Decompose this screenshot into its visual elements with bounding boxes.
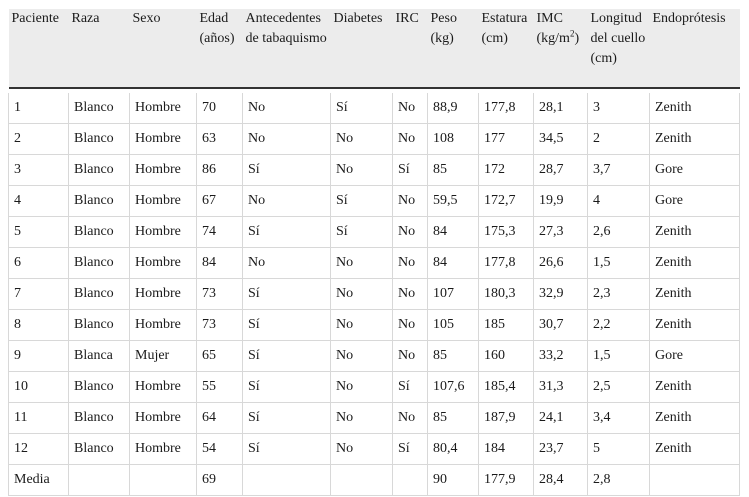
table-row — [9, 217, 740, 248]
table-cell: 9 — [9, 341, 69, 372]
table-cell: 65 — [197, 341, 243, 372]
table-cell: 24,1 — [534, 403, 588, 434]
table-body — [9, 88, 740, 496]
table-cell: Zenith — [650, 248, 740, 279]
table-cell: No — [331, 434, 393, 465]
table-cell: No — [393, 341, 428, 372]
table-cell: 70 — [197, 93, 243, 124]
table-cell: Zenith — [650, 217, 740, 248]
header-imc — [534, 9, 588, 88]
table-cell: 4 — [588, 186, 650, 217]
table-cell: 84 — [428, 248, 479, 279]
table-cell: 30,7 — [534, 310, 588, 341]
table-cell: 105 — [428, 310, 479, 341]
table-cell: Sí — [393, 155, 428, 186]
table-cell: 5 — [588, 434, 650, 465]
table-cell: No — [331, 403, 393, 434]
table-cell: Blanco — [69, 434, 130, 465]
table-cell: 107 — [428, 279, 479, 310]
table-cell: 175,3 — [479, 217, 534, 248]
table-row — [9, 93, 740, 124]
table-cell: Sí — [331, 93, 393, 124]
table-cell: Sí — [331, 217, 393, 248]
table-cell: Sí — [331, 186, 393, 217]
table-cell: Media — [9, 465, 69, 496]
header-sexo: Sexo — [130, 9, 197, 88]
table-cell: Hombre — [130, 279, 197, 310]
header-row — [9, 9, 740, 88]
table-cell: 8 — [9, 310, 69, 341]
table-cell: 69 — [197, 465, 243, 496]
table-cell: 55 — [197, 372, 243, 403]
table-row — [9, 279, 740, 310]
table-row — [9, 434, 740, 465]
table-cell: 1,5 — [588, 341, 650, 372]
table-cell: No — [393, 248, 428, 279]
table-cell: No — [331, 279, 393, 310]
header-endoprotesis: Endoprótesis — [650, 9, 740, 88]
header-imc-close: ) — [574, 31, 580, 46]
table-row — [9, 310, 740, 341]
table-cell: 10 — [9, 372, 69, 403]
table-cell: 177,8 — [479, 248, 534, 279]
table-cell: 2,5 — [588, 372, 650, 403]
table-header — [9, 9, 740, 88]
table-cell: 85 — [428, 403, 479, 434]
table-cell: No — [393, 186, 428, 217]
table-cell — [130, 465, 197, 496]
table-cell: 185,4 — [479, 372, 534, 403]
table-cell: 28,4 — [534, 465, 588, 496]
table-cell: 11 — [9, 403, 69, 434]
table-cell: 1 — [9, 93, 69, 124]
table-cell — [393, 465, 428, 496]
table-cell — [243, 465, 331, 496]
table-cell: 84 — [428, 217, 479, 248]
table-cell: 187,9 — [479, 403, 534, 434]
table-cell: Hombre — [130, 217, 197, 248]
table-cell: 177 — [479, 124, 534, 155]
table-cell: No — [243, 93, 331, 124]
table-cell: 63 — [197, 124, 243, 155]
table-cell: Gore — [650, 341, 740, 372]
table-cell: 3 — [588, 93, 650, 124]
header-raza: Raza — [69, 9, 130, 88]
table-cell: Sí — [243, 310, 331, 341]
table-cell: 2,8 — [588, 465, 650, 496]
table-cell: Zenith — [650, 403, 740, 434]
table-cell — [650, 465, 740, 496]
table-cell: Sí — [243, 155, 331, 186]
table-cell: Zenith — [650, 93, 740, 124]
table-cell: 34,5 — [534, 124, 588, 155]
table-cell: Hombre — [130, 403, 197, 434]
table-cell: Zenith — [650, 124, 740, 155]
table-cell: Mujer — [130, 341, 197, 372]
table-cell: 28,1 — [534, 93, 588, 124]
table-cell: 90 — [428, 465, 479, 496]
table-cell: 177,8 — [479, 93, 534, 124]
table-cell: Hombre — [130, 93, 197, 124]
table-cell: Sí — [393, 372, 428, 403]
table-cell: Zenith — [650, 310, 740, 341]
table-cell: 185 — [479, 310, 534, 341]
table-cell: 2,6 — [588, 217, 650, 248]
table-cell: 23,7 — [534, 434, 588, 465]
header-longitud-cuello: Longitud del cuello (cm) — [588, 9, 650, 88]
table-cell: Blanco — [69, 155, 130, 186]
table-cell: 177,9 — [479, 465, 534, 496]
table-cell: Blanca — [69, 341, 130, 372]
table-cell: 27,3 — [534, 217, 588, 248]
table-cell: 33,2 — [534, 341, 588, 372]
table-cell: No — [331, 310, 393, 341]
table-cell: 2 — [9, 124, 69, 155]
table-row — [9, 341, 740, 372]
header-imc-superscript: 2 — [569, 28, 575, 39]
table-cell: Sí — [243, 341, 331, 372]
table-cell: Sí — [243, 279, 331, 310]
table-cell: Hombre — [130, 372, 197, 403]
table-cell: Blanco — [69, 93, 130, 124]
table-cell: Hombre — [130, 248, 197, 279]
table-cell: No — [243, 248, 331, 279]
patient-table — [8, 9, 740, 496]
header-diabetes: Diabetes — [331, 9, 393, 88]
table-cell: No — [243, 186, 331, 217]
table-cell — [331, 465, 393, 496]
table-cell: No — [393, 403, 428, 434]
table-cell: 86 — [197, 155, 243, 186]
table-cell: No — [243, 124, 331, 155]
table-cell: 180,3 — [479, 279, 534, 310]
table-cell: Zenith — [650, 279, 740, 310]
table-cell: 64 — [197, 403, 243, 434]
header-edad: Edad (años) — [197, 9, 243, 88]
table-cell: 172,7 — [479, 186, 534, 217]
table-cell: Blanco — [69, 186, 130, 217]
table-cell: 4 — [9, 186, 69, 217]
table-cell: 3,4 — [588, 403, 650, 434]
table-cell: No — [393, 93, 428, 124]
table-cell: No — [331, 155, 393, 186]
table-cell: 74 — [197, 217, 243, 248]
table-cell: No — [331, 341, 393, 372]
table-cell: 5 — [9, 217, 69, 248]
header-estatura: Estatura (cm) — [479, 9, 534, 88]
table-cell: Sí — [393, 434, 428, 465]
header-tabaquismo: Antecedentes de tabaquismo — [243, 9, 331, 88]
table-cell: No — [393, 310, 428, 341]
table-cell: No — [331, 124, 393, 155]
header-imc-text: IMC (kg/m — [536, 11, 570, 46]
table-cell: No — [331, 372, 393, 403]
table-cell: 108 — [428, 124, 479, 155]
table-cell: 28,7 — [534, 155, 588, 186]
table-cell: 73 — [197, 310, 243, 341]
table-cell: 73 — [197, 279, 243, 310]
table-row — [9, 186, 740, 217]
table-cell: Sí — [243, 217, 331, 248]
table-cell: 31,3 — [534, 372, 588, 403]
table-cell: 3,7 — [588, 155, 650, 186]
table-row — [9, 248, 740, 279]
table-cell: 12 — [9, 434, 69, 465]
table-cell: 6 — [9, 248, 69, 279]
table-row — [9, 124, 740, 155]
table-cell: 88,9 — [428, 93, 479, 124]
table-cell — [69, 465, 130, 496]
table-cell: Sí — [243, 403, 331, 434]
table-cell: Hombre — [130, 155, 197, 186]
table-cell: Hombre — [130, 310, 197, 341]
table-cell: 184 — [479, 434, 534, 465]
table-cell: Hombre — [130, 124, 197, 155]
table-cell: 19,9 — [534, 186, 588, 217]
table-cell: 2,2 — [588, 310, 650, 341]
table-cell: 80,4 — [428, 434, 479, 465]
table-cell: Gore — [650, 155, 740, 186]
table-cell: 67 — [197, 186, 243, 217]
table-cell: Hombre — [130, 434, 197, 465]
table-cell: 3 — [9, 155, 69, 186]
table-cell: 54 — [197, 434, 243, 465]
table-cell: Blanco — [69, 248, 130, 279]
table-cell: 160 — [479, 341, 534, 372]
table-cell: 107,6 — [428, 372, 479, 403]
header-peso: Peso (kg) — [428, 9, 479, 88]
table-cell: Sí — [243, 372, 331, 403]
table-cell: Blanco — [69, 310, 130, 341]
table-cell: Blanco — [69, 372, 130, 403]
table-cell: Sí — [243, 434, 331, 465]
table-cell: 7 — [9, 279, 69, 310]
table-cell: 172 — [479, 155, 534, 186]
table-cell: Zenith — [650, 372, 740, 403]
table-cell: Blanco — [69, 124, 130, 155]
table-cell: No — [331, 248, 393, 279]
table-cell: No — [393, 124, 428, 155]
table-cell: No — [393, 279, 428, 310]
table-cell: 1,5 — [588, 248, 650, 279]
table-cell: No — [393, 217, 428, 248]
header-paciente: Paciente — [9, 9, 69, 88]
table-cell: Blanco — [69, 279, 130, 310]
table-row — [9, 403, 740, 434]
table-cell: Hombre — [130, 186, 197, 217]
table-cell: Gore — [650, 186, 740, 217]
table-row — [9, 372, 740, 403]
header-irc: IRC — [393, 9, 428, 88]
table-cell: 85 — [428, 341, 479, 372]
table-cell: Blanco — [69, 217, 130, 248]
table-cell: 59,5 — [428, 186, 479, 217]
table-cell: 84 — [197, 248, 243, 279]
summary-row — [9, 465, 740, 496]
table-cell: Blanco — [69, 403, 130, 434]
table-cell: 32,9 — [534, 279, 588, 310]
table-cell: 2 — [588, 124, 650, 155]
table-row — [9, 155, 740, 186]
table-cell: 26,6 — [534, 248, 588, 279]
table-cell: 85 — [428, 155, 479, 186]
table-cell: 2,3 — [588, 279, 650, 310]
table-cell: Zenith — [650, 434, 740, 465]
